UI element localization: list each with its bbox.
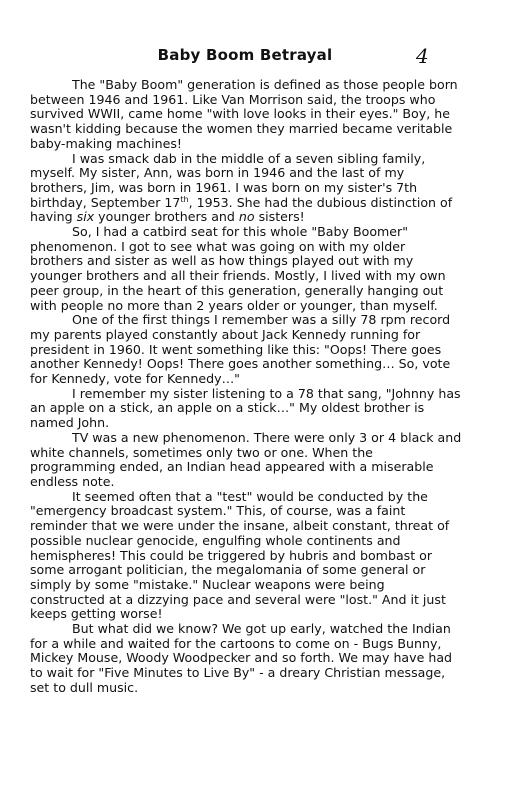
paragraph-text: sisters! xyxy=(254,209,305,225)
paragraph-sibling-family xyxy=(30,152,462,226)
paragraph-text: younger brothers and xyxy=(94,209,239,225)
emphasis-six: six xyxy=(76,209,95,225)
page-number: 4 xyxy=(416,44,429,68)
paragraph-johnny-song: I remember my sister listening to a 78 that sang, "Johnny has an apple on a stick, an apple on a stick…" My oldest brother is named John. xyxy=(30,385,461,431)
paragraph-tv-phenomenon: TV was a new phenomenon. There were only 3 or 4 black and white channels, sometimes only two or one. When the programming ended, an Indian head appeared with a miserable endless note. xyxy=(30,429,462,489)
emphasis-no: no xyxy=(238,209,255,225)
paragraph-catbird-seat: So, I had a catbird seat for this whole "Baby Boomer" phenomenon. I got to see what was going on with my older brothers and sister as well as how things played out with my younger brothers and all their friends. Mostly, I lived with my own peer group, in the heart of this generation, generally hanging out with people no more than 2 years older or younger, than myself. xyxy=(30,224,446,313)
paragraph-text: I was smack dab in the middle of a seven sibling family, myself. My sister, Ann, was born in 1946 and the last of my brothers, Jim, was born in 1961. I was born on my sister's 7th birthday, September 17 xyxy=(30,150,426,210)
paragraph-kennedy-record: One of the first things I remember was a silly 78 rpm record my parents played constantly about Jack Kennedy running for president in 1960. It went something like this: "Oops! There goes another Kennedy! Oops! There goes another something… So, vote for Kennedy, vote for Kennedy…" xyxy=(30,312,451,387)
paragraph-text: , 1953. She had the dubious distinction of having xyxy=(30,194,453,225)
ordinal-suffix: th xyxy=(180,194,189,204)
document-body xyxy=(30,78,462,696)
paragraph-cartoons: But what did we know? We got up early, watched the Indian for a while and waited for the cartoons to come on - Bugs Bunny, Mickey Mouse, Woody Woodpecker and so forth. We may have had to wait for "Five Minutes to Live By" - a dreary Christian message, set to dull music. xyxy=(30,621,453,695)
document-title: Baby Boom Betrayal xyxy=(157,46,333,64)
paragraph-emergency-broadcast: It seemed often that a "test" would be conducted by the "emergency broadcast system." This, of course, was a faint reminder that we were under the insane, albeit constant, threat of possible nuclear genocide, engulfing whole continents and hemispheres! This could be triggered by hubris and bombast or some arrogant politician, the megalomania of some general or simply by some "mistake." Nuclear weapons were being constructed at a dizzying pace and several were "lost." And it just keeps getting worse! xyxy=(30,488,450,622)
paragraph-baby-boom-definition: The "Baby Boom" generation is defined as those people born between 1946 and 1961. Like Van Morrison said, the troops who survived WWII, came home "with love looks in their eyes." Boy, he wasn't kidding because the women they married became veritable baby-making machines! xyxy=(30,77,458,151)
